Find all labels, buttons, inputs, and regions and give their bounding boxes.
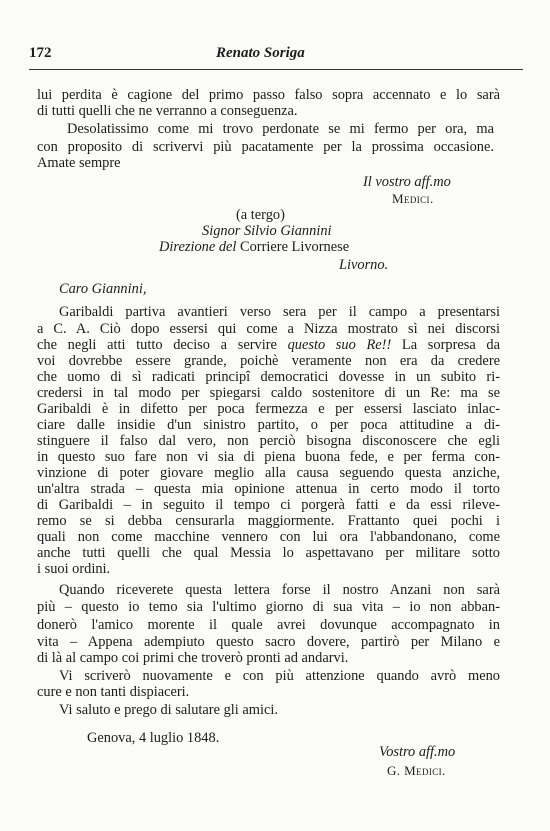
address-direction-prefix: Direzione del — [159, 239, 237, 255]
para1-line-1: Garibaldi partiva avantieri verso sera per il campo a presentarsi — [59, 304, 500, 320]
para1-last-line: i suoi ordini. — [37, 561, 111, 577]
address-note: (a tergo) — [236, 207, 285, 223]
para1-line: un'altra strada – questa mia opinione attenua in certo modo il torto — [37, 481, 500, 497]
letter1-line-3: Desolatissimo come mi trovo perdonate se mi fermo per ora, ma — [67, 121, 494, 137]
letter1-signature: Medici. — [392, 191, 434, 206]
para1-line: in questo suo fare non vi sia di piena buona fede, e per ferma con- — [37, 449, 500, 465]
para1-line-3-emphasis: questo suo Re!! — [287, 337, 392, 353]
para4-line: Vi saluto e prego di salutare gli amici. — [59, 702, 278, 718]
running-title: Renato Soriga — [216, 45, 305, 61]
para1-line: di Garibaldi – in seguito il tempo ci porgerà fatti e da essi rileve- — [37, 497, 500, 513]
para1-line: quali non come macchine vennero con lui ora l'abbandonano, come — [37, 529, 500, 545]
para1-line: voi dovrebbe essere grande, poichè veramente non era da credere — [37, 353, 500, 369]
para1-line: Garibaldi è in difetto per poca fermezza e per essersi lasciato inlac- — [37, 401, 500, 417]
address-recipient: Signor Silvio Giannini — [202, 223, 332, 239]
para1-line-3-b: La sorpresa da — [391, 337, 500, 353]
salutation: Caro Giannini, — [59, 281, 147, 297]
para3-last-line: cure e non tanti dispiaceri. — [37, 684, 190, 700]
para1-line: ciare dalle insidie d'un sinistro partito, o per poca attitudine a di- — [37, 417, 500, 433]
letter1-closing: Il vostro aff.mo — [363, 174, 451, 190]
letter1-line-5: Amate sempre — [37, 155, 121, 171]
para1-line: che uomo di sì radicati principî democratici dovesse in un subito ri- — [37, 369, 500, 385]
para1-line-2: a C. A. Ciò dopo essersi qui come a Nizza mostrato sì nei discorsi — [37, 321, 500, 337]
para1-line: credersi in tal modo per spiegarsi caldo sostenitore di un Re: ma se — [37, 385, 500, 401]
para1-line: vinzione di poter giovare meglio alla causa seguendo questa anziche, — [37, 465, 500, 481]
address-city: Livorno. — [339, 257, 389, 273]
para2-line: donerò l'amico morente il quale avrei dovunque accompagnato in — [37, 617, 500, 633]
letter2-closing: Vostro aff.mo — [379, 744, 456, 760]
letter1-line-2: di tutti quelli che ne verranno a conseguenza. — [37, 103, 298, 119]
place-date: Genova, 4 luglio 1848. — [87, 730, 220, 746]
header-rule — [29, 69, 523, 70]
para1-line-3-a: che negli atti tutto deciso a servire — [37, 337, 288, 353]
address-direction — [159, 239, 349, 255]
para1-line-3 — [37, 337, 500, 353]
para2-line: vita – Appena adempiuto questo sacro dovere, partirò per Milano e — [37, 634, 500, 650]
para2-line: più – questo io temo sia l'ultimo giorno di sua vita – io non abban- — [37, 599, 500, 615]
letter2-signature: G. Medici. — [387, 763, 446, 778]
para1-line: remo se si debba censurarla maggiormente. Frattanto quei pochi i — [37, 513, 500, 529]
para2-line: Quando riceverete questa lettera forse il nostro Anzani non sarà — [59, 582, 500, 598]
letter1-line-4: con proposito di scrivervi più pacatamente per la prossima occasione. — [37, 139, 494, 155]
page-number: 172 — [29, 45, 52, 61]
para1-line: stinguere il falso dal vero, non perciò bisogna disconoscere che egli — [37, 433, 500, 449]
letter1-line-1: lui perdita è cagione del primo passo falso sopra accennato e lo sarà — [37, 87, 500, 103]
para2-last-line: di là al campo coi primi che troverò pronti ad andarvi. — [37, 650, 349, 666]
para1-line: anche tutti quelli che qual Messia lo aspettavano per militare sotto — [37, 545, 500, 561]
para3-line: Vi scriverò nuovamente e con più attenzione quando avrò meno — [59, 668, 500, 684]
address-direction-name: Corriere Livornese — [240, 239, 350, 255]
